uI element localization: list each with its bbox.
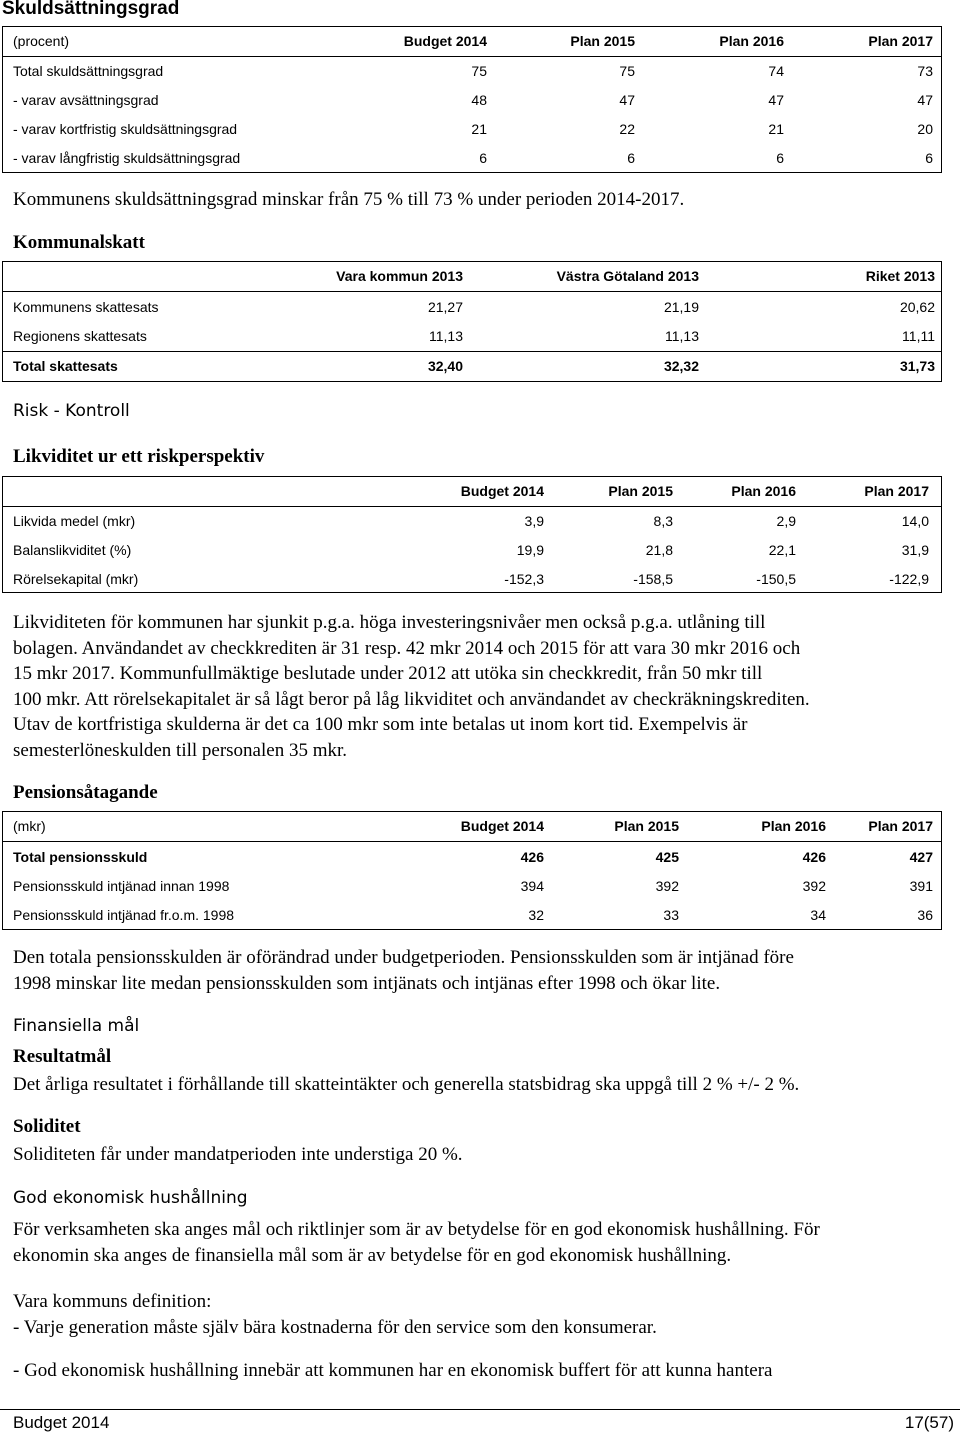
paragraph-line: För verksamheten ska anges mål och riktlinjer som är av betydelse för en god ekonomisk hushållning. För [13, 1219, 820, 1240]
paragraph-line: 1998 minskar lite medan pensionsskulden som intjänats och intjänas efter 1998 och ökar lite. [13, 972, 721, 994]
tax-heading: Kommunalskatt [13, 232, 145, 253]
pension-col-plan2015: Plan 2015 [614, 818, 679, 834]
good-management-text [13, 1217, 953, 1268]
cell-value: 20 [917, 121, 933, 137]
row-label: Pensionsskuld intjänad innan 1998 [13, 878, 230, 894]
cell-value: 427 [909, 849, 933, 865]
cell-value: 75 [619, 63, 635, 79]
paragraph-line: - Varje generation måste själv bära kostnaderna för den service som den konsumerar. [13, 1316, 657, 1338]
row-label: Kommunens skattesats [13, 299, 159, 315]
table-row [3, 536, 941, 565]
cell-value: 21 [471, 121, 487, 137]
cell-value: 8,3 [653, 513, 673, 529]
cell-value: 394 [520, 878, 544, 894]
risk-heading: Risk - Kontroll [13, 401, 130, 421]
cell-value: -122,9 [889, 571, 929, 587]
cell-value: 21 [768, 121, 784, 137]
cell-value: 425 [655, 849, 679, 865]
table-row [3, 507, 941, 536]
liq-col-budget2014: Budget 2014 [460, 483, 544, 499]
cell-value: 426 [520, 849, 544, 865]
table-row [3, 322, 941, 352]
paragraph-line: 100 mkr. Att rörelsekapitalet är så lågt beror på låg likviditet och användandet av checkräkningskrediten. [13, 688, 810, 710]
pension-table [2, 811, 942, 930]
table-row [3, 86, 941, 115]
cell-value: 11,13 [429, 328, 463, 344]
cell-value: 32,32 [663, 358, 699, 374]
pension-col-plan2017: Plan 2017 [868, 818, 933, 834]
paragraph-line: 15 mkr 2017. Kommunfullmäktige beslutade under 2012 att utöka sin checkkredit, från 50 mkr till [13, 663, 763, 684]
cell-value: 32 [528, 907, 544, 923]
paragraph-line: Vara kommuns definition: [13, 1291, 212, 1312]
tax-col-vgr: Västra Götaland 2013 [556, 268, 699, 284]
cell-value: 33 [663, 907, 679, 923]
liquidity-paragraph [13, 610, 953, 763]
tax-table-header [3, 262, 941, 292]
cell-value: 31,9 [901, 542, 929, 558]
page-number: 17(57) [904, 1413, 954, 1432]
cell-value: 34 [810, 907, 826, 923]
row-label: Pensionsskuld intjänad fr.o.m. 1998 [13, 907, 235, 923]
cell-value: 392 [655, 878, 679, 894]
table-row [3, 565, 941, 594]
cell-value: 21,19 [663, 299, 699, 315]
row-label: Total skattesats [13, 358, 118, 374]
tax-col-vara: Vara kommun 2013 [336, 268, 463, 284]
table-row [3, 901, 941, 930]
cell-value: 73 [917, 63, 933, 79]
cell-value: 6 [627, 150, 635, 166]
liquidity-table [2, 476, 942, 593]
cell-value: 36 [917, 907, 933, 923]
cell-value: 47 [768, 92, 784, 108]
pension-col-unit: (mkr) [13, 818, 46, 834]
cell-value: 2,9 [776, 513, 796, 529]
table-row [3, 352, 941, 381]
table-row [3, 872, 941, 901]
tax-table [2, 261, 942, 382]
pension-table-header [3, 812, 941, 842]
cell-value: 74 [768, 63, 784, 79]
cell-value: 11,13 [665, 328, 699, 344]
paragraph-line: bolagen. Användandet av checkkrediten är 31 resp. 42 mkr 2014 och 2015 för att vara 30 mkr 2016 och [13, 637, 801, 659]
table-row [3, 144, 941, 173]
row-label: Rörelsekapital (mkr) [13, 571, 139, 587]
footer-title: Budget 2014 [13, 1413, 110, 1432]
paragraph-line: Utav de kortfristiga skulderna är det ca 100 mkr som inte betalas ut inom kort tid. Exempelvis är [13, 714, 748, 735]
page-footer [0, 1409, 960, 1436]
paragraph-line: semesterlöneskulden till personalen 35 mkr. [13, 739, 348, 761]
liq-col-plan2015: Plan 2015 [608, 483, 673, 499]
solidity-text: Soliditeten får under mandatperioden inte understiga 20 %. [13, 1144, 463, 1165]
row-label: - varav avsättningsgrad [13, 92, 159, 108]
pension-paragraph [13, 945, 953, 996]
paragraph-line: Likviditeten för kommunen har sjunkit p.g.a. höga investeringsnivåer men också p.g.a. utlåning till [13, 612, 766, 633]
row-label: Likvida medel (mkr) [13, 513, 136, 529]
pension-col-plan2016: Plan 2016 [761, 818, 826, 834]
debt-table [2, 26, 942, 173]
pension-col-budget2014: Budget 2014 [460, 818, 544, 834]
cell-value: 6 [479, 150, 487, 166]
cell-value: 11,11 [902, 328, 935, 344]
tax-col-riket: Riket 2013 [865, 268, 935, 284]
table-row [3, 293, 941, 322]
row-label: Regionens skattesats [13, 328, 147, 344]
result-goal-text: Det årliga resultatet i förhållande till skatteintäkter och generella statsbidrag ska uppgå till 2 % +/- 2 %. [13, 1074, 800, 1095]
cell-value: 31,73 [899, 358, 935, 374]
cell-value: 47 [619, 92, 635, 108]
cell-value: 22 [619, 121, 635, 137]
table-row [3, 115, 941, 144]
result-goal-heading: Resultatmål [13, 1046, 112, 1067]
debt-col-plan2016: Plan 2016 [719, 33, 784, 49]
table-row [3, 57, 941, 86]
cell-value: 14,0 [901, 513, 929, 529]
row-label: Total skuldsättningsgrad [13, 63, 164, 79]
cell-value: 21,27 [427, 299, 463, 315]
cell-value: 75 [471, 63, 487, 79]
debt-col-plan2017: Plan 2017 [868, 33, 933, 49]
row-label: Total pensionsskuld [13, 849, 148, 865]
debt-note: Kommunens skuldsättningsgrad minskar från 75 % till 73 % under perioden 2014-2017. [13, 189, 685, 210]
cell-value: 426 [802, 849, 826, 865]
liquidity-table-header [3, 477, 941, 507]
cell-value: -152,3 [504, 571, 544, 587]
cell-value: 22,1 [768, 542, 796, 558]
paragraph-line: Den totala pensionsskulden är oförändrad under budgetperioden. Pensionsskulden som är intjänad före [13, 947, 794, 968]
cell-value: 6 [925, 150, 933, 166]
table-row [3, 843, 941, 872]
solidity-heading: Soliditet [13, 1116, 81, 1137]
debt-col-plan2015: Plan 2015 [570, 33, 635, 49]
cell-value: 32,40 [427, 358, 463, 374]
paragraph-line: ekonomin ska anges de finansiella mål som är av betydelse för en god ekonomisk hushållning. [13, 1244, 732, 1266]
definition-text [13, 1289, 953, 1340]
cell-value: 392 [802, 878, 826, 894]
liq-col-plan2017: Plan 2017 [864, 483, 929, 499]
pension-heading: Pensionsåtagande [13, 782, 158, 803]
row-label: - varav långfristig skuldsättningsgrad [13, 150, 241, 166]
debt-heading: Skuldsättningsgrad [2, 0, 180, 19]
row-label: Balanslikviditet (%) [13, 542, 132, 558]
cell-value: 19,9 [516, 542, 544, 558]
cell-value: 20,62 [899, 299, 935, 315]
row-label: - varav kortfristig skuldsättningsgrad [13, 121, 238, 137]
debt-col-budget2014: Budget 2014 [403, 33, 487, 49]
liquidity-heading: Likviditet ur ett riskperspektiv [13, 446, 265, 467]
cell-value: 6 [776, 150, 784, 166]
cell-value: 391 [909, 878, 933, 894]
debt-col-unit: (procent) [13, 33, 70, 49]
definition-last-line: - God ekonomisk hushållning innebär att kommunen har en ekonomisk buffert för att kunna hantera [13, 1360, 773, 1381]
cell-value: 21,8 [645, 542, 673, 558]
cell-value: -150,5 [756, 571, 796, 587]
cell-value: 3,9 [524, 513, 544, 529]
cell-value: 47 [917, 92, 933, 108]
financial-goals-heading: Finansiella mål [13, 1016, 140, 1036]
cell-value: 48 [471, 92, 487, 108]
cell-value: -158,5 [633, 571, 673, 587]
liq-col-plan2016: Plan 2016 [731, 483, 796, 499]
debt-table-header [3, 27, 941, 57]
good-management-heading: God ekonomisk hushållning [13, 1188, 248, 1208]
